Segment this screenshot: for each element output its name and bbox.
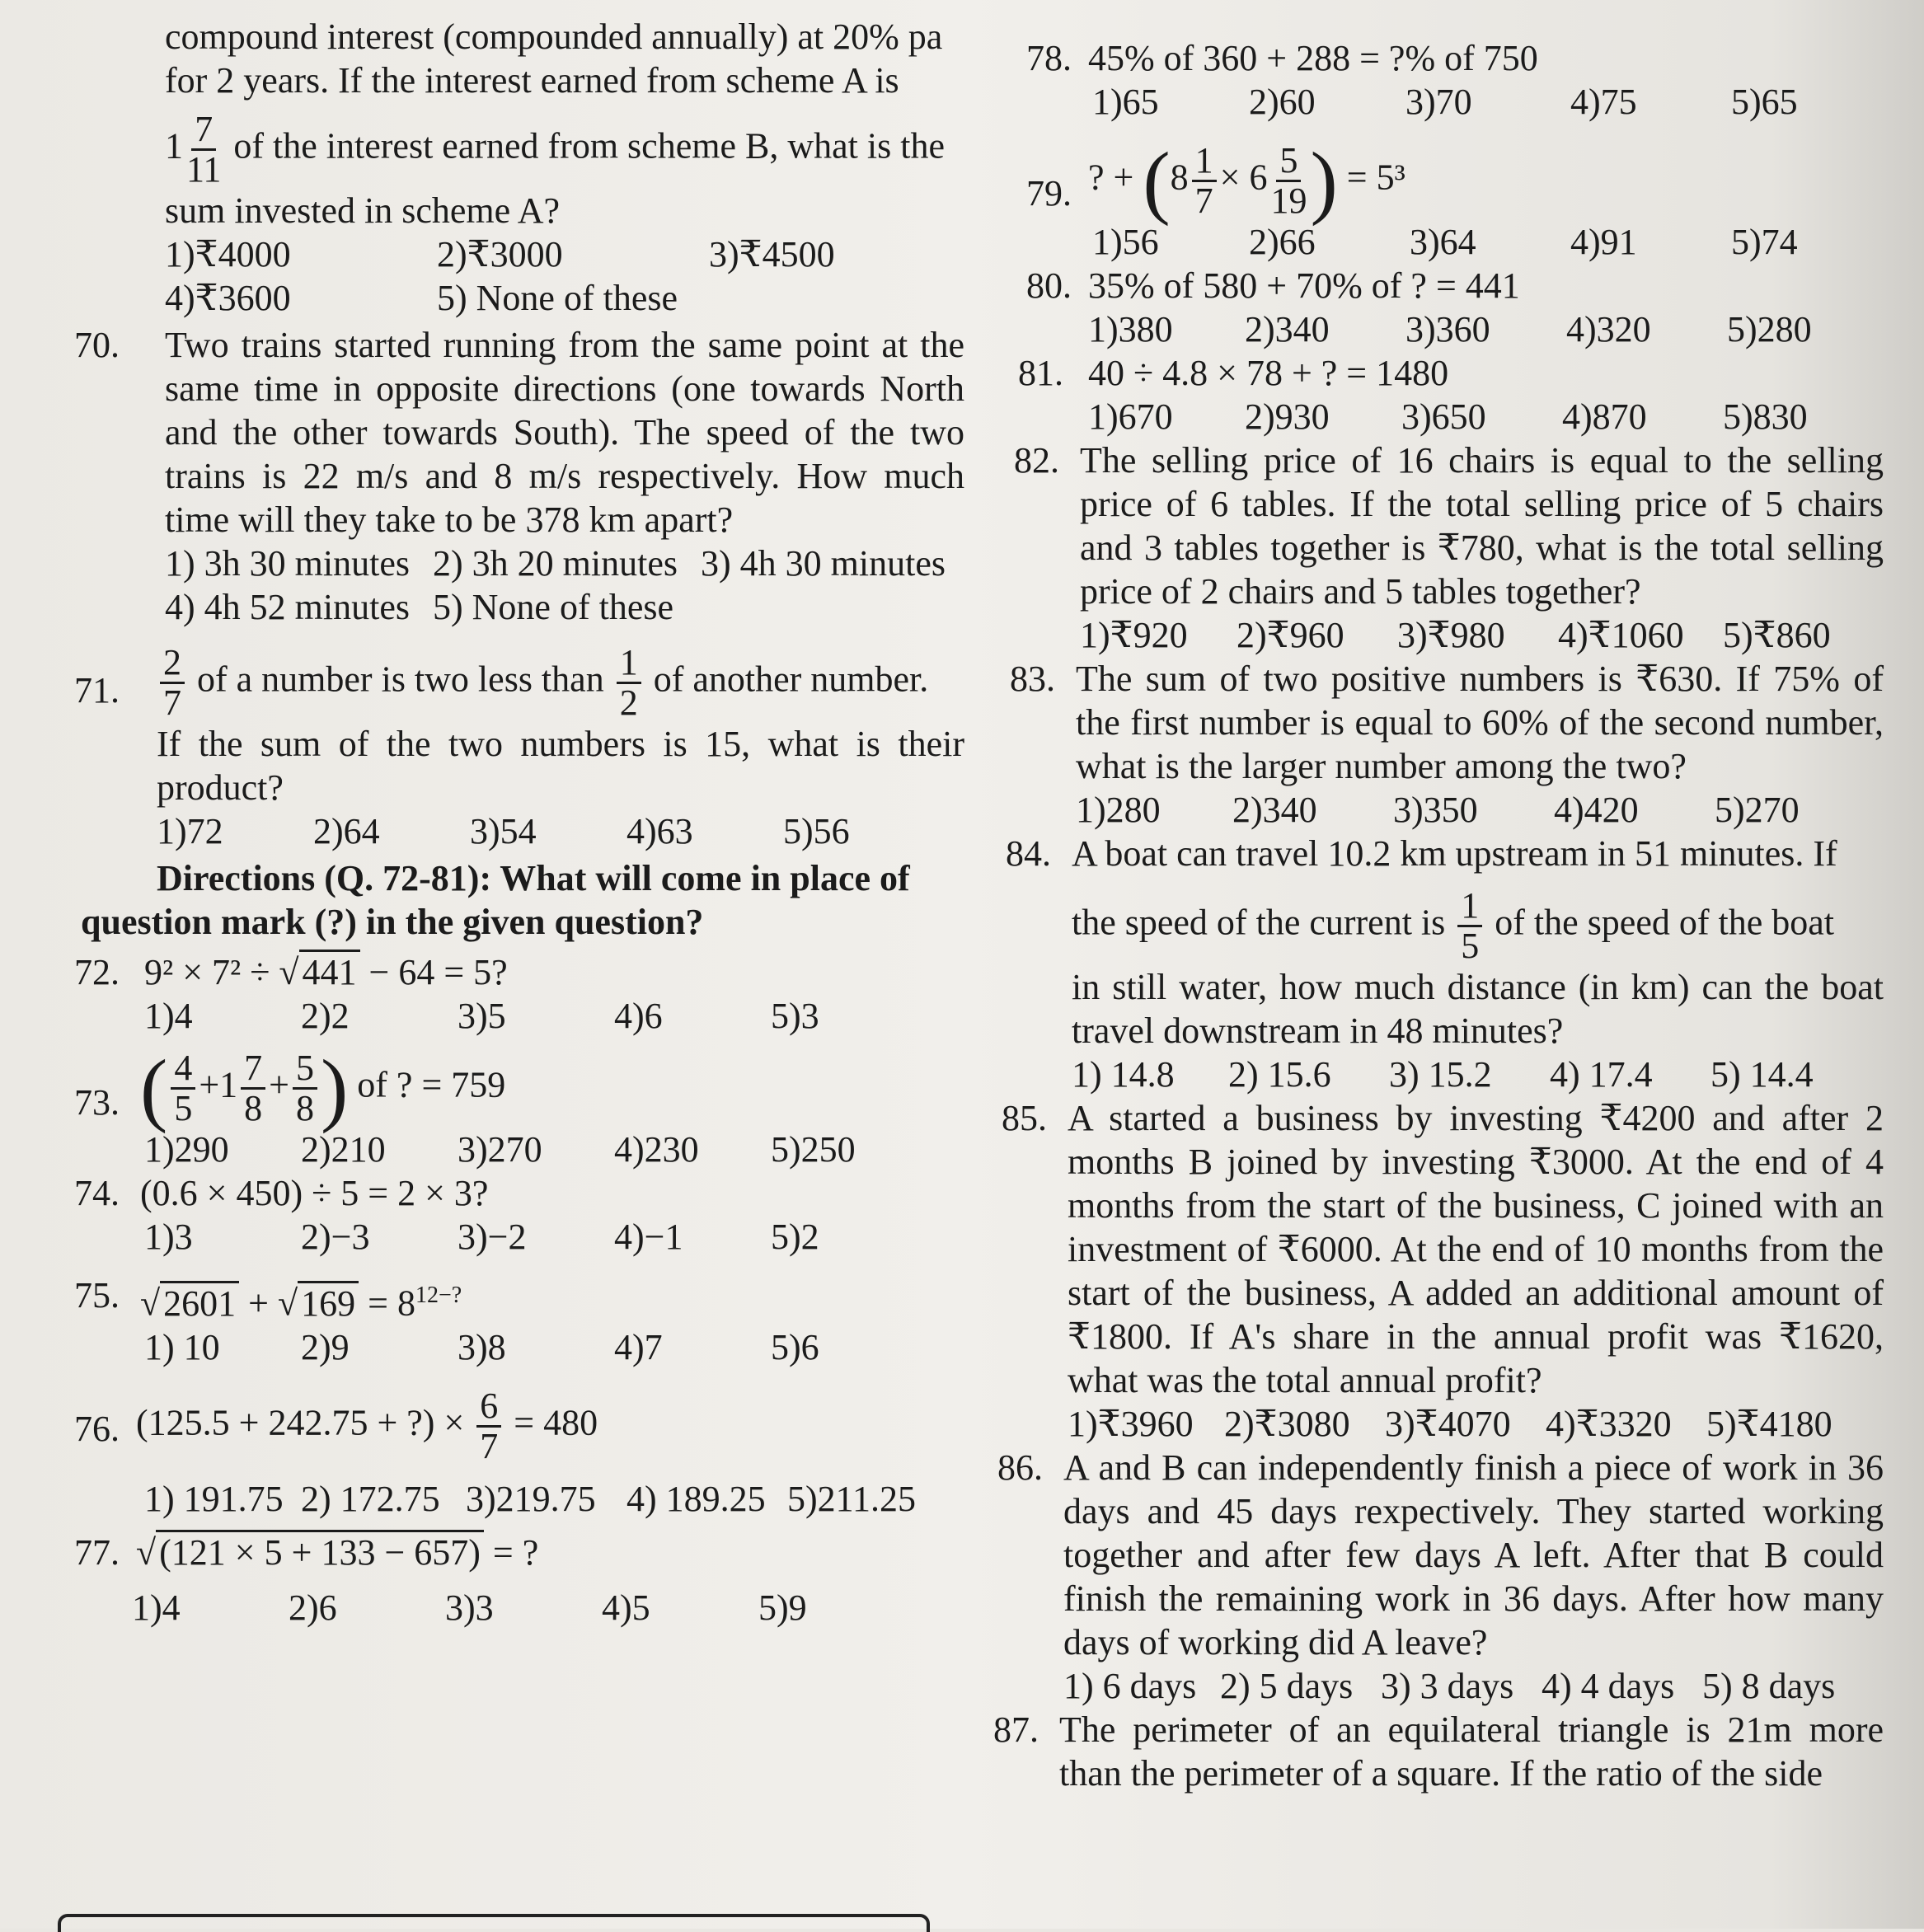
option[interactable]: 4)91 — [1570, 222, 1637, 262]
option[interactable]: 2)−3 — [301, 1217, 370, 1257]
right-column — [993, 36, 1884, 1795]
option[interactable]: 1)280 — [1076, 790, 1161, 830]
option[interactable]: 2)340 — [1232, 790, 1317, 830]
option[interactable]: 5)2 — [771, 1217, 819, 1257]
option[interactable]: 3)54 — [470, 811, 537, 851]
options — [1068, 1402, 1884, 1446]
question-number: 71. — [74, 670, 120, 710]
options — [1092, 80, 1884, 124]
option[interactable]: 4) 4 days — [1542, 1666, 1675, 1706]
expr: − 64 = 5? — [368, 952, 508, 992]
question-number: 84. — [1006, 833, 1051, 874]
expr: (0.6 × 450) ÷ 5 = 2 × 3? — [140, 1173, 489, 1213]
q84-text4: in still water, how much distance (in km) can the boat travel downstream in 48 minutes? — [1072, 967, 1884, 1051]
question-number: 77. — [74, 1531, 120, 1573]
question-number: 86. — [997, 1447, 1043, 1488]
question-number: 72. — [74, 952, 120, 992]
option[interactable]: 1)65 — [1092, 82, 1159, 122]
option[interactable]: 3)650 — [1401, 396, 1486, 437]
option[interactable]: 1)₹920 — [1080, 615, 1188, 655]
question-number: 82. — [1014, 440, 1059, 481]
option[interactable]: 1) 6 days — [1063, 1666, 1197, 1706]
option[interactable]: 3)64 — [1410, 222, 1476, 262]
question-85 — [993, 1096, 1884, 1446]
option[interactable]: 2)60 — [1249, 82, 1316, 122]
expr: = ? — [492, 1531, 539, 1573]
question-81 — [993, 351, 1884, 438]
option[interactable]: 1)4 — [132, 1587, 181, 1628]
option[interactable]: 2)₹960 — [1237, 615, 1344, 655]
option[interactable]: 2) 3h 20 minutes — [433, 543, 678, 584]
question-71 — [74, 644, 964, 853]
question-text: The sum of two positive numbers is ₹630. If 75% of the first number is equal to 60% of the second number, what is the larger number among the two? — [1076, 659, 1884, 786]
options — [157, 809, 964, 853]
option[interactable]: 1)56 — [1092, 222, 1159, 262]
question-70 — [74, 323, 964, 629]
expr: 45% of 360 + 288 = ?% of 750 — [1088, 38, 1538, 78]
option[interactable]: 2)210 — [301, 1129, 386, 1170]
fraction: $\frac{1}{2}$ — [617, 644, 641, 722]
question-72: 72. 9² × 7² ÷ √441 − 64 = 5? 1)4 2)2 3)5 4)6 5)3 — [74, 950, 964, 1038]
radicand: 441 — [299, 950, 360, 992]
option[interactable]: 2)2 — [301, 996, 350, 1036]
question-84: 84. A boat can travel 10.2 km upstream in 51 minutes. If the speed of the current is $\frac{1}{5}$ of the speed of the boat in still water, how much distance (in km) can the boat travel downstream in 48 minutes? 1) 14.8 2) 15.6 3) 15.2 4) 17.4 5) 14.4 — [1006, 833, 1884, 1095]
option[interactable]: 4)870 — [1562, 396, 1647, 437]
question-text: The selling price of 16 chairs is equal to the selling price of 6 tables. If the total selling price of 5 chairs and 3 tables together is ₹780, what is the total selling price of 2 chairs and 5 tables together? — [1080, 440, 1884, 612]
option[interactable]: 1)72 — [157, 811, 223, 851]
option[interactable]: 3)350 — [1393, 790, 1478, 830]
option[interactable]: 2)930 — [1245, 396, 1330, 437]
option[interactable]: 4)6 — [614, 996, 663, 1036]
option[interactable]: 5)56 — [783, 811, 850, 851]
options — [144, 994, 964, 1038]
question-number: 83. — [1010, 659, 1055, 699]
option[interactable]: 3)8 — [458, 1326, 506, 1367]
left-column — [74, 15, 964, 1630]
expr: of ? = 759 — [357, 1064, 506, 1105]
option[interactable]: 2) 5 days — [1220, 1666, 1354, 1706]
expr: 40 ÷ 4.8 × 78 + ? = 1480 — [1088, 353, 1449, 393]
option[interactable]: 4) 17.4 — [1550, 1054, 1653, 1095]
options — [144, 1215, 964, 1259]
expr: = 8 — [368, 1283, 415, 1324]
option[interactable]: 4)₹3320 — [1546, 1404, 1672, 1444]
question-number: 81. — [1018, 353, 1063, 393]
option[interactable]: 3)−2 — [458, 1217, 527, 1257]
options — [132, 1586, 964, 1630]
fraction: $\frac{2}{7}$ — [160, 644, 185, 722]
option[interactable]: 4)₹1060 — [1558, 615, 1684, 655]
option[interactable]: 4)230 — [614, 1129, 699, 1170]
question-74 — [74, 1171, 964, 1259]
option[interactable]: 3)₹4070 — [1385, 1404, 1511, 1444]
option[interactable]: 3) 15.2 — [1389, 1054, 1492, 1095]
question-number: 78. — [1026, 38, 1072, 78]
q69-options-row1 — [165, 232, 964, 276]
option[interactable]: 3)270 — [458, 1129, 542, 1170]
directions-line2: question mark (?) in the given question? — [81, 902, 704, 942]
option[interactable]: 3)₹980 — [1397, 615, 1505, 655]
question-number: 75. — [74, 1275, 120, 1315]
question-79: 79. ? + (8 $\frac{1}{7}$ × 6 $\frac{5}{19}$ ) = 5³ 1)56 2)66 3)64 4)91 5)74 — [993, 142, 1884, 264]
q69-line1: compound interest (compounded annually) at 20% pa — [165, 16, 943, 57]
question-text: Two trains started running from the same point at the same time in opposite directions (one towards North and the other towards South). The speed of the two trains is 22 m/s and 8 m/s respectively. How much time will they take to be 378 km apart? — [165, 325, 964, 540]
option[interactable]: 3) 3 days — [1381, 1666, 1514, 1706]
option[interactable]: 2)64 — [313, 811, 380, 851]
option[interactable]: 3)5 — [458, 996, 506, 1036]
directions-line1: Directions (Q. 72-81): What will come in place of — [157, 858, 910, 898]
question-86 — [993, 1446, 1884, 1708]
q84-line1: A boat can travel 10.2 km upstream in 51 minutes. If — [1072, 833, 1837, 874]
question-number: 70. — [74, 325, 120, 365]
option[interactable]: 3)₹4500 — [709, 234, 835, 274]
option[interactable]: 1) 3h 30 minutes — [165, 543, 410, 584]
question-87 — [993, 1708, 1884, 1795]
option[interactable]: 5)₹4180 — [1706, 1404, 1832, 1444]
question-83 — [993, 657, 1884, 832]
q84-text2: the speed of the current is — [1072, 902, 1446, 943]
radicand: 2601 — [160, 1281, 239, 1324]
question-78 — [993, 36, 1884, 124]
q69-whole: 1 — [165, 125, 183, 166]
question-number: 73. — [74, 1082, 120, 1123]
option[interactable]: 5)280 — [1727, 309, 1812, 349]
question-text: A started a business by investing ₹4200 and after 2 months B joined by investing ₹3000. At the end of 4 months from the start of the business, C joined with an investment of ₹6000. At the end of 10 months from the start of the business, A added an additional amount of ₹1800. If A's share in the annual profit was ₹1620, what was the total annual profit? — [1068, 1098, 1884, 1400]
option[interactable]: 2)₹3080 — [1224, 1404, 1350, 1444]
options — [1088, 307, 1884, 351]
directions — [74, 856, 964, 944]
option[interactable]: 2) 15.6 — [1228, 1054, 1331, 1095]
options — [1080, 613, 1884, 657]
option[interactable]: 3)70 — [1405, 82, 1472, 122]
option[interactable]: 1)₹4000 — [165, 234, 291, 274]
options — [1088, 395, 1884, 438]
q71-text2: of another number. — [653, 659, 929, 700]
option[interactable]: 4)420 — [1554, 790, 1639, 830]
exponent: 12−? — [415, 1283, 462, 1308]
question-text: The perimeter of an equilateral triangle is 21m more than the perimeter of a square. If the ratio of the side — [1059, 1709, 1884, 1794]
q69-fraction: $\frac{7}{11}$ — [186, 109, 222, 190]
option[interactable]: 1)670 — [1088, 396, 1173, 437]
question-text: A and B can independently finish a piece of work in 36 days and 45 days rexpectively. They started working together and after few days A left. After that B could finish the remaining work in 36 days. After how many days of working did A leave? — [1063, 1447, 1884, 1662]
option[interactable]: 5)74 — [1731, 222, 1798, 262]
question-82 — [993, 438, 1884, 657]
option[interactable]: 3)360 — [1405, 309, 1490, 349]
option[interactable]: 3) 4h 30 minutes — [701, 543, 946, 584]
expr: (125.5 + 242.75 + ?) × — [136, 1402, 465, 1443]
options-row1 — [165, 542, 964, 585]
q84-text3: of the speed of the boat — [1495, 902, 1835, 943]
option[interactable]: 1)3 — [144, 1217, 193, 1257]
question-77: 77. √(121 × 5 + 133 − 657) = ? 1)4 2)6 3)3 4)5 5)9 — [74, 1531, 964, 1630]
q69-line3: of the interest earned from scheme B, what is the — [233, 125, 945, 166]
expr: = 5³ — [1346, 157, 1405, 198]
q69-line2: for 2 years. If the interest earned from scheme A is — [165, 60, 899, 101]
option[interactable]: 2) 172.75 — [301, 1478, 440, 1519]
options — [144, 1325, 964, 1369]
option[interactable]: 4) 189.25 — [626, 1478, 766, 1519]
option[interactable]: 2)340 — [1245, 309, 1330, 349]
option[interactable]: 5) 14.4 — [1710, 1054, 1814, 1095]
option[interactable]: 1)₹3960 — [1068, 1404, 1194, 1444]
option[interactable]: 5)211.25 — [787, 1478, 917, 1519]
radicand: (121 × 5 + 133 − 657) — [156, 1530, 484, 1573]
question-73: 73. ( $\frac{4}{5}$ +1 $\frac{7}{8}$ + $\frac{5}{8}$ ) of ? = 759 1)290 2)210 3)270 4)230 5)250 — [74, 1049, 964, 1171]
options — [1076, 788, 1884, 832]
option[interactable]: 4)7 — [614, 1326, 663, 1367]
option[interactable]: 4)₹3600 — [165, 278, 291, 318]
option[interactable]: 2)66 — [1249, 222, 1316, 262]
option[interactable]: 1) 10 — [144, 1326, 220, 1367]
question-number: 85. — [1002, 1098, 1047, 1138]
option[interactable]: 2)9 — [301, 1326, 350, 1367]
option[interactable]: 4)320 — [1566, 309, 1651, 349]
option[interactable]: 5) None of these — [433, 587, 674, 627]
option[interactable]: 3)3 — [445, 1587, 494, 1628]
options — [144, 1477, 964, 1521]
options — [1092, 220, 1884, 264]
question-text: If the sum of the two numbers is 15, what is their product? — [157, 724, 964, 808]
expr: = 480 — [514, 1402, 598, 1443]
q71-text1: of a number is two less than — [197, 659, 604, 700]
option[interactable]: 5)6 — [771, 1326, 819, 1367]
q69-options-row2 — [165, 276, 964, 320]
question-number: 79. — [1026, 173, 1072, 213]
bottom-box-border — [58, 1914, 930, 1932]
option[interactable]: 5)830 — [1723, 396, 1808, 437]
question-80 — [993, 264, 1884, 351]
option[interactable]: 5)₹860 — [1723, 615, 1831, 655]
question-75: 75. $√2601 + √169 = 8^{12-?}$ 1) 10 2)9 3)8 4)7 5)6 — [74, 1273, 964, 1369]
option[interactable]: 3)219.75 — [466, 1478, 596, 1519]
option[interactable]: 1) 191.75 — [144, 1478, 284, 1519]
expr: 9² × 7² ÷ — [144, 952, 270, 992]
q69-line4: sum invested in scheme A? — [165, 190, 561, 231]
question-number: 76. — [74, 1408, 120, 1449]
option[interactable]: 2)₹3000 — [437, 234, 563, 274]
options-row2 — [165, 585, 964, 629]
expr: ? + — [1088, 157, 1134, 198]
option[interactable]: 5)9 — [758, 1587, 807, 1628]
option[interactable]: 2)6 — [289, 1587, 337, 1628]
option[interactable]: 1)4 — [144, 996, 193, 1036]
option[interactable]: 5)250 — [771, 1129, 856, 1170]
question-number: 80. — [1026, 265, 1072, 306]
option[interactable]: 5) None of these — [437, 278, 678, 318]
radicand: 169 — [298, 1281, 359, 1324]
option[interactable]: 5) 8 days — [1702, 1666, 1836, 1706]
question-number: 74. — [74, 1173, 120, 1213]
option[interactable]: 4)75 — [1570, 82, 1637, 122]
question-76: 76. (125.5 + 242.75 + ?) × $\frac{6}{7}$ = 480 1) 191.75 2) 172.75 3)219.75 4) 189.25 5)211.25 — [74, 1387, 964, 1521]
options — [1072, 1053, 1884, 1096]
options — [1063, 1664, 1884, 1708]
expr: 35% of 580 + 70% of ? = 441 — [1088, 265, 1520, 306]
options — [144, 1128, 964, 1171]
question-69 — [165, 15, 964, 320]
option[interactable]: 1) 14.8 — [1072, 1054, 1175, 1095]
question-number: 87. — [993, 1709, 1039, 1750]
option[interactable]: 4)−1 — [614, 1217, 683, 1257]
option[interactable]: 1)290 — [144, 1129, 229, 1170]
option[interactable]: 5)270 — [1715, 790, 1800, 830]
option[interactable]: 4)5 — [602, 1587, 650, 1628]
option[interactable]: 5)3 — [771, 996, 819, 1036]
option[interactable]: 4)63 — [626, 811, 693, 851]
option[interactable]: 5)65 — [1731, 82, 1798, 122]
option[interactable]: 4) 4h 52 minutes — [165, 587, 410, 627]
option[interactable]: 1)380 — [1088, 309, 1173, 349]
